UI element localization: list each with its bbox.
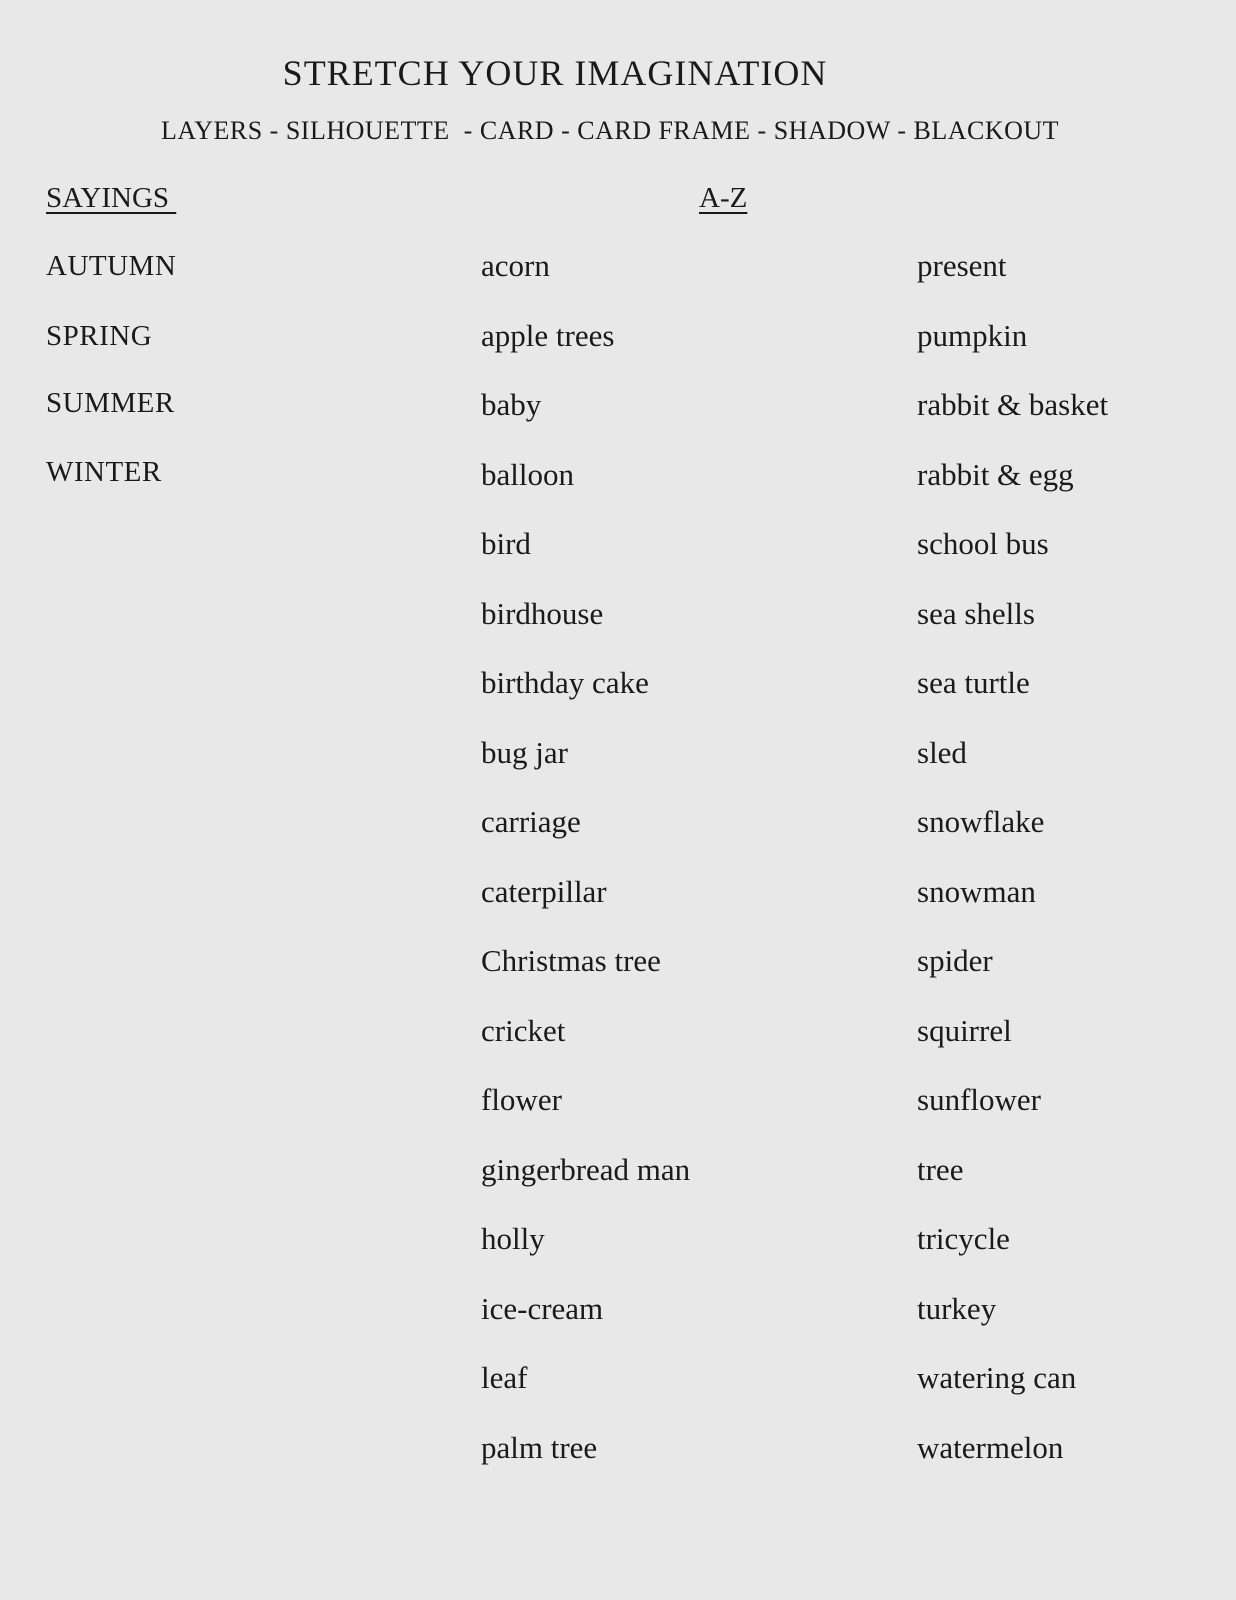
- list-item: sea turtle: [917, 665, 1030, 700]
- list-item: snowman: [917, 873, 1036, 909]
- list-item: palm tree: [481, 1429, 598, 1465]
- list-item: spider: [917, 943, 993, 978]
- list-item: flower: [481, 1082, 562, 1117]
- list-item: caterpillar: [481, 873, 607, 909]
- list-item: tree: [917, 1151, 964, 1187]
- list-item: SPRING: [46, 319, 153, 352]
- list-item: turkey: [917, 1290, 997, 1326]
- list-item: rabbit & basket: [917, 387, 1109, 422]
- list-item: apple trees: [481, 317, 615, 353]
- list-item: gingerbread man: [481, 1151, 691, 1187]
- page-subtitle: LAYERS - SILHOUETTE - CARD - CARD FRAME - SHADOW - BLACKOUT: [160, 116, 1060, 145]
- list-item: carriage: [481, 804, 581, 839]
- list-item: Christmas tree: [481, 943, 661, 978]
- sayings-list: [46, 247, 176, 523]
- list-item: ice-cream: [481, 1290, 604, 1326]
- list-item: snowflake: [917, 804, 1045, 839]
- az-list-column-2: [917, 247, 1108, 1498]
- list-item: present: [917, 248, 1007, 283]
- list-item: cricket: [481, 1012, 566, 1048]
- list-item: acorn: [481, 248, 550, 283]
- list-item: school bus: [917, 526, 1049, 561]
- list-item: bird: [481, 526, 531, 561]
- list-item: sled: [917, 734, 967, 770]
- list-item: holly: [481, 1221, 545, 1256]
- list-item: squirrel: [917, 1012, 1012, 1048]
- list-item: balloon: [481, 456, 574, 492]
- list-item: watermelon: [917, 1429, 1064, 1465]
- list-item: leaf: [481, 1360, 528, 1395]
- list-item: AUTUMN: [46, 250, 177, 282]
- list-item: tricycle: [917, 1221, 1010, 1256]
- az-list-column-1: [481, 247, 690, 1498]
- list-item: sunflower: [917, 1082, 1041, 1117]
- list-item: bug jar: [481, 734, 568, 770]
- list-item: baby: [481, 387, 542, 422]
- list-item: birthday cake: [481, 665, 649, 700]
- list-item: rabbit & egg: [917, 456, 1074, 492]
- list-item: birdhouse: [481, 595, 604, 631]
- list-item: watering can: [917, 1360, 1077, 1395]
- list-item: WINTER: [46, 456, 162, 488]
- list-item: SUMMER: [46, 386, 175, 419]
- az-heading: A-Z: [699, 182, 748, 214]
- page-title: STRETCH YOUR IMAGINATION: [282, 53, 828, 93]
- list-item: pumpkin: [917, 317, 1028, 353]
- sayings-heading: SAYINGS: [46, 182, 177, 214]
- list-item: sea shells: [917, 595, 1035, 631]
